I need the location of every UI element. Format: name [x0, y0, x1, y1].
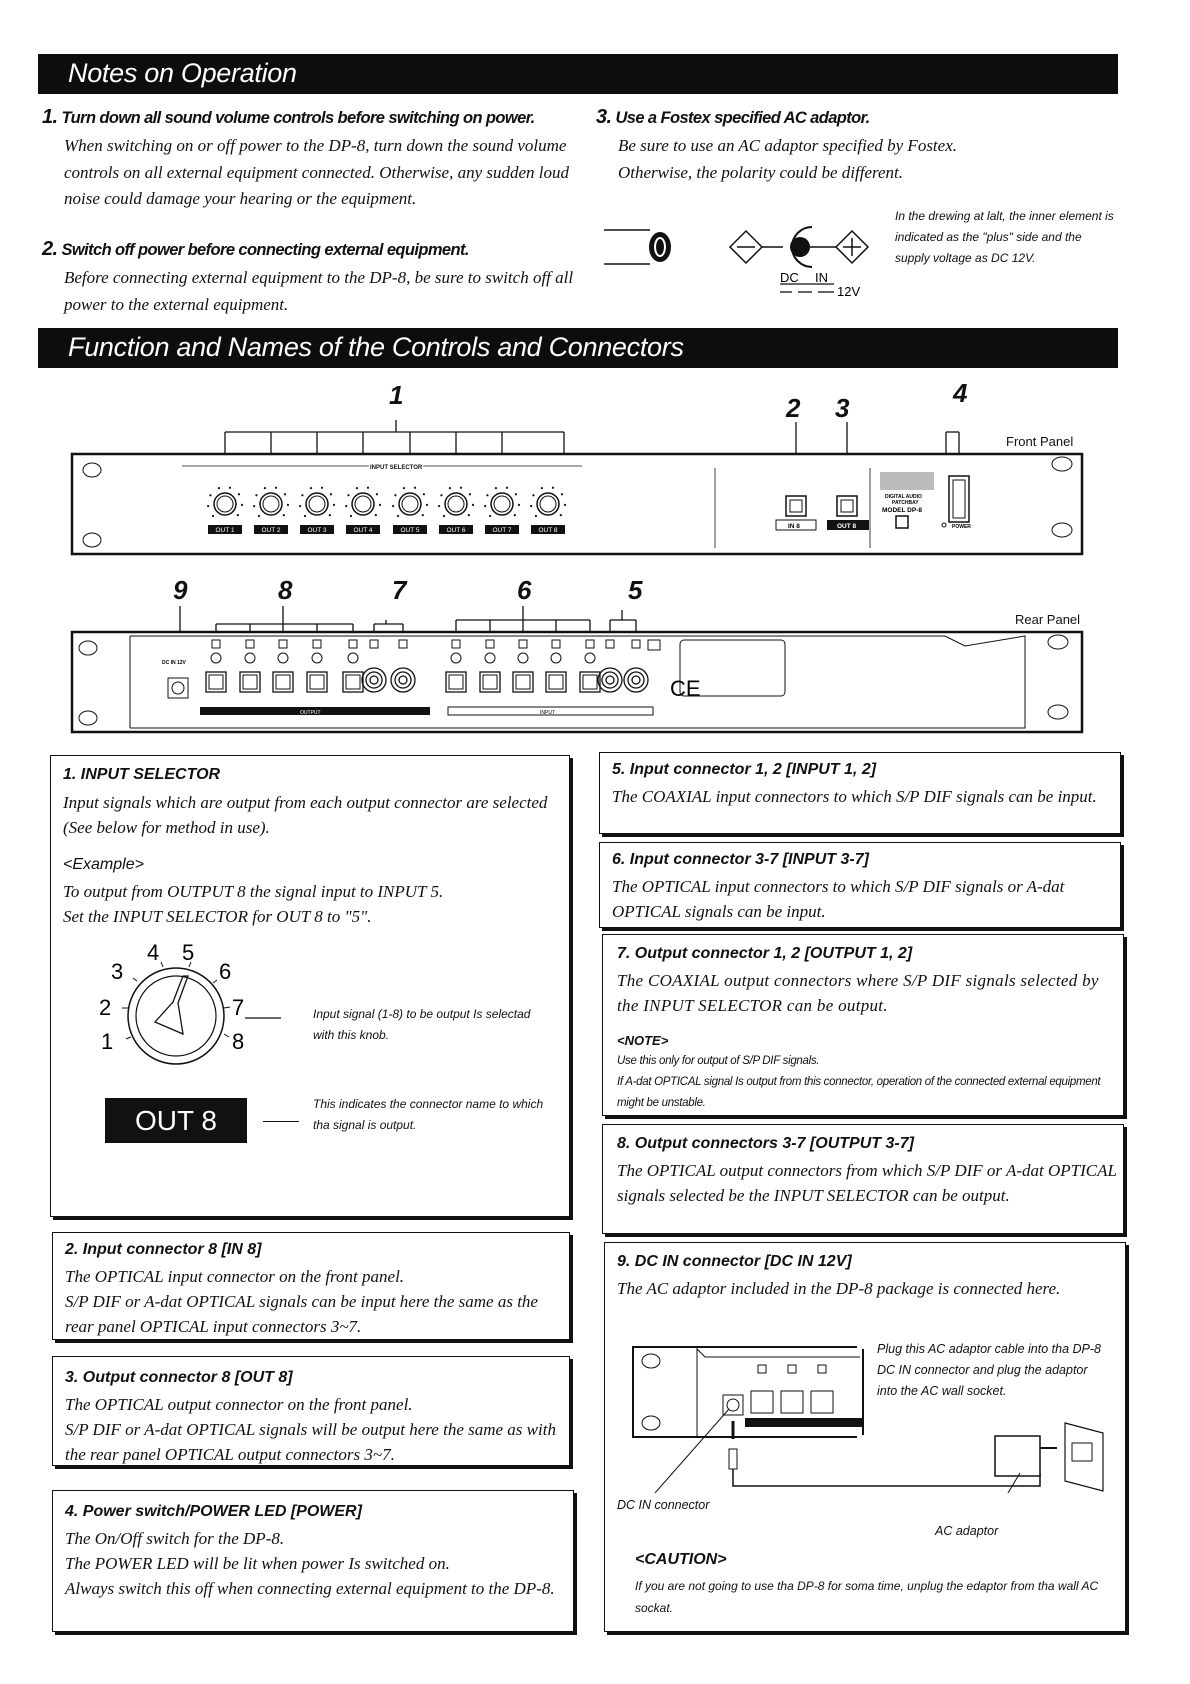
box-3-line-2: S/P DIF or A-dat OPTICAL signals will be output here the same as with the rear panel OPTICAL output connectors 3~7.	[65, 1420, 556, 1464]
note-3	[596, 106, 1116, 186]
logo-line-3: MODEL DP-8	[882, 507, 922, 514]
box-1-body: Input signals which are output from each output connector are selected (See below for method in use).	[63, 793, 548, 837]
dc-plug-icon	[604, 230, 671, 264]
ce-mark: CE	[670, 676, 701, 701]
note-1-number: 1.	[42, 106, 58, 128]
box-3-title: 3. Output connector 8 [OUT 8]	[65, 1369, 293, 1386]
box-1-title: 1. INPUT SELECTOR	[63, 766, 221, 783]
box-6-title: 6. Input connector 3-7 [INPUT 3-7]	[612, 851, 869, 868]
box-4-line-3: Always switch this off when connecting external equipment to the DP-8.	[65, 1579, 555, 1598]
rear-callout-5: 5	[628, 575, 643, 605]
box-9-body: The AC adaptor included in the DP-8 package is connected here.	[617, 1279, 1061, 1298]
box-input-connector-1-2	[599, 752, 1121, 834]
knob-number-4: 4	[147, 940, 160, 965]
front-panel-label: Front Panel	[1006, 434, 1074, 449]
input-selector-panel-label: INPUT SELECTOR	[370, 465, 423, 471]
knob-number-3: 3	[111, 959, 124, 984]
out-label-6: OUT 6	[446, 527, 466, 534]
rear-dcin-label: DC IN 12V	[162, 660, 186, 666]
box-2-line-2: S/P DIF or A-dat OPTICAL signals can be input here the same as the rear panel OPTICAL input connectors 3~7.	[65, 1292, 538, 1336]
out8-connector[interactable]	[837, 496, 857, 516]
box-power-switch	[52, 1490, 574, 1632]
selector-knob-diagram	[81, 936, 281, 1086]
out-label-2: OUT 2	[261, 527, 281, 534]
box-9-title: 9. DC IN connector [DC IN 12V]	[617, 1253, 852, 1270]
power-switch[interactable]	[949, 476, 969, 522]
logo-line-1: DIGITAL AUDIO	[885, 494, 922, 500]
dc-plug-icon	[729, 1449, 737, 1469]
in8-label: IN 8	[788, 523, 800, 530]
in-label: IN	[815, 270, 828, 285]
front-callout-1: 1	[389, 380, 404, 410]
knob-number-6: 6	[219, 959, 232, 984]
box-1-example-heading: <Example>	[63, 856, 144, 873]
polarity-symbol-icon	[730, 227, 868, 267]
dc-plug-diagram	[600, 220, 890, 300]
box-5-title: 5. Input connector 1, 2 [INPUT 1, 2]	[612, 761, 877, 778]
selector-knob-pointer	[155, 976, 188, 1034]
rear-callout-9: 9	[173, 575, 188, 605]
selector-knob-inner	[136, 976, 216, 1056]
adaptor-cable	[733, 1469, 1040, 1486]
selector-knob-outer	[128, 968, 224, 1064]
input-label: INPUT	[540, 710, 555, 716]
notes-section-header	[38, 54, 1118, 94]
rear-panel-label: Rear Panel	[1015, 612, 1081, 627]
out-label-1: OUT 1	[215, 527, 235, 534]
dcin-jack[interactable]	[168, 678, 188, 698]
box-1-example-line-1: To output from OUTPUT 8 the signal input to INPUT 5.	[63, 882, 444, 901]
box-output-connector-1-2	[602, 934, 1124, 1116]
note-1-body: When switching on or off power to the DP-8, turn down the sound volume controls on all external equipment connected. Otherwise, any sudden loud noise could damage your hearing or the equipment.	[64, 136, 570, 208]
out-label-4: OUT 4	[353, 527, 373, 534]
box-7-note-line-1: Use this only for output of S/P DIF signals.	[617, 1055, 820, 1067]
ac-adaptor-icon	[995, 1436, 1040, 1476]
note-1-title: Turn down all sound volume controls before switching on power.	[61, 109, 535, 127]
knob-caption: Input signal (1-8) to be output Is selectad with this knob.	[313, 1007, 531, 1042]
functions-section-title: Function and Names of the Controls and Connectors	[68, 332, 684, 362]
plug-caption: Plug this AC adaptor cable into tha DP-8 DC IN connector and plug the adaptor into the AC wall socket.	[877, 1342, 1101, 1398]
out-label-7: OUT 7	[492, 527, 512, 534]
box-1-example-line-2: Set the INPUT SELECTOR for OUT 8 to "5".	[63, 907, 372, 926]
box-7-note-heading: <NOTE>	[617, 1033, 669, 1048]
polarity-caption: In the drewing at lalt, the inner element is indicated as the "plus" side and the supply voltage as DC 12V.	[895, 209, 1114, 265]
knob-number-7: 7	[232, 995, 245, 1020]
box-dc-in-connector	[604, 1242, 1126, 1632]
front-callout-3: 3	[835, 393, 850, 423]
box-5-body: The COAXIAL input connectors to which S/P DIF signals can be input.	[612, 787, 1097, 806]
note-3-title: Use a Fostex specified AC adaptor.	[615, 109, 870, 127]
out8-badge	[105, 1098, 247, 1143]
fostex-logo-icon	[880, 472, 934, 490]
note-2-number: 2.	[42, 238, 58, 260]
power-label: POWER	[952, 524, 971, 530]
box-8-title: 8. Output connectors 3-7 [OUTPUT 3-7]	[617, 1135, 914, 1152]
box-4-line-2: The POWER LED will be lit when power Is switched on.	[65, 1554, 450, 1573]
badge-leader-line	[263, 1121, 299, 1122]
dc-symbol-icon	[780, 284, 834, 292]
in8-connector[interactable]	[786, 496, 806, 516]
box-input-connector-8	[52, 1232, 570, 1340]
knob-number-1: 1	[101, 1029, 114, 1054]
caution-heading: <CAUTION>	[635, 1551, 727, 1568]
box-7-title: 7. Output connector 1, 2 [OUTPUT 1, 2]	[617, 945, 913, 962]
functions-section-header	[38, 328, 1118, 368]
note-2-title: Switch off power before connecting external equipment.	[61, 241, 469, 259]
caution-body: If you are not going to use tha DP-8 for soma time, unplug the edaptor from tha wall AC sockat.	[635, 1579, 1099, 1615]
notes-section-title: Notes on Operation	[68, 58, 297, 88]
note-3-body-line-2: Otherwise, the polarity could be different.	[618, 162, 904, 182]
note-3-number: 3.	[596, 106, 612, 128]
note-2	[42, 238, 582, 318]
adaptor-caption: AC adaptor	[935, 1524, 999, 1538]
front-callout-4: 4	[953, 378, 968, 408]
box-2-title: 2. Input connector 8 [IN 8]	[65, 1241, 262, 1258]
box-output-connector-8	[52, 1356, 570, 1466]
wall-socket-icon	[1065, 1423, 1103, 1491]
note-3-body-line-1: Be sure to use an AC adaptor specified by Fostex.	[618, 136, 957, 155]
box-8-body: The OPTICAL output connectors from which S/P DIF or A-dat OPTICAL signals selected be the INPUT SELECTOR can be output.	[617, 1161, 1117, 1205]
box-2-line-1: The OPTICAL input connector on the front panel.	[65, 1267, 405, 1286]
badge-caption: This indicates the connector name to which tha signal is output.	[313, 1097, 544, 1132]
rear-panel-diagram	[70, 600, 1090, 735]
knob-number-8: 8	[232, 1029, 245, 1054]
box-7-note-line-2: If A-dat OPTICAL signal Is output from this connector, operation of the connected external equipment might be unstable.	[617, 1076, 1101, 1109]
rear-callout-8: 8	[278, 575, 293, 605]
box-input-selector	[50, 755, 570, 1217]
out8-badge-text: OUT 8	[135, 1105, 217, 1136]
rear-callout-6: 6	[517, 575, 532, 605]
note-1	[42, 106, 582, 213]
out-label-8: OUT 8	[538, 527, 558, 534]
box-4-title: 4. Power switch/POWER LED [POWER]	[65, 1503, 362, 1520]
dcin-caption: DC IN connector	[617, 1498, 710, 1512]
box-3-line-1: The OPTICAL output connector on the front panel.	[65, 1395, 413, 1414]
box-6-body: The OPTICAL input connectors to which S/P DIF signals or A-dat OPTICAL signals can be input.	[612, 877, 1065, 921]
box-7-body: The COAXIAL output connectors where S/P DIF signals selected by the INPUT SELECTOR can be output.	[617, 971, 1099, 1015]
logo-line-2: PATCHBAY	[892, 500, 919, 506]
output-label: OUTPUT	[300, 710, 321, 716]
voltage-label: 12V	[837, 284, 861, 299]
box-input-connector-3-7	[599, 842, 1121, 928]
front-callout-2: 2	[786, 393, 801, 423]
box-output-connectors-3-7	[602, 1124, 1124, 1234]
box-4-line-1: The On/Off switch for the DP-8.	[65, 1529, 285, 1548]
out-label-3: OUT 3	[307, 527, 327, 534]
out-label-5: OUT 5	[400, 527, 420, 534]
knob-number-5: 5	[182, 940, 195, 965]
out8-label: OUT 8	[837, 523, 857, 530]
dc-label: DC	[780, 270, 799, 285]
rear-callout-7: 7	[392, 575, 407, 605]
front-panel-diagram	[70, 408, 1090, 558]
knob-number-2: 2	[99, 995, 112, 1020]
note-2-body: Before connecting external equipment to the DP-8, be sure to switch off all power to the external equipment.	[64, 268, 574, 314]
